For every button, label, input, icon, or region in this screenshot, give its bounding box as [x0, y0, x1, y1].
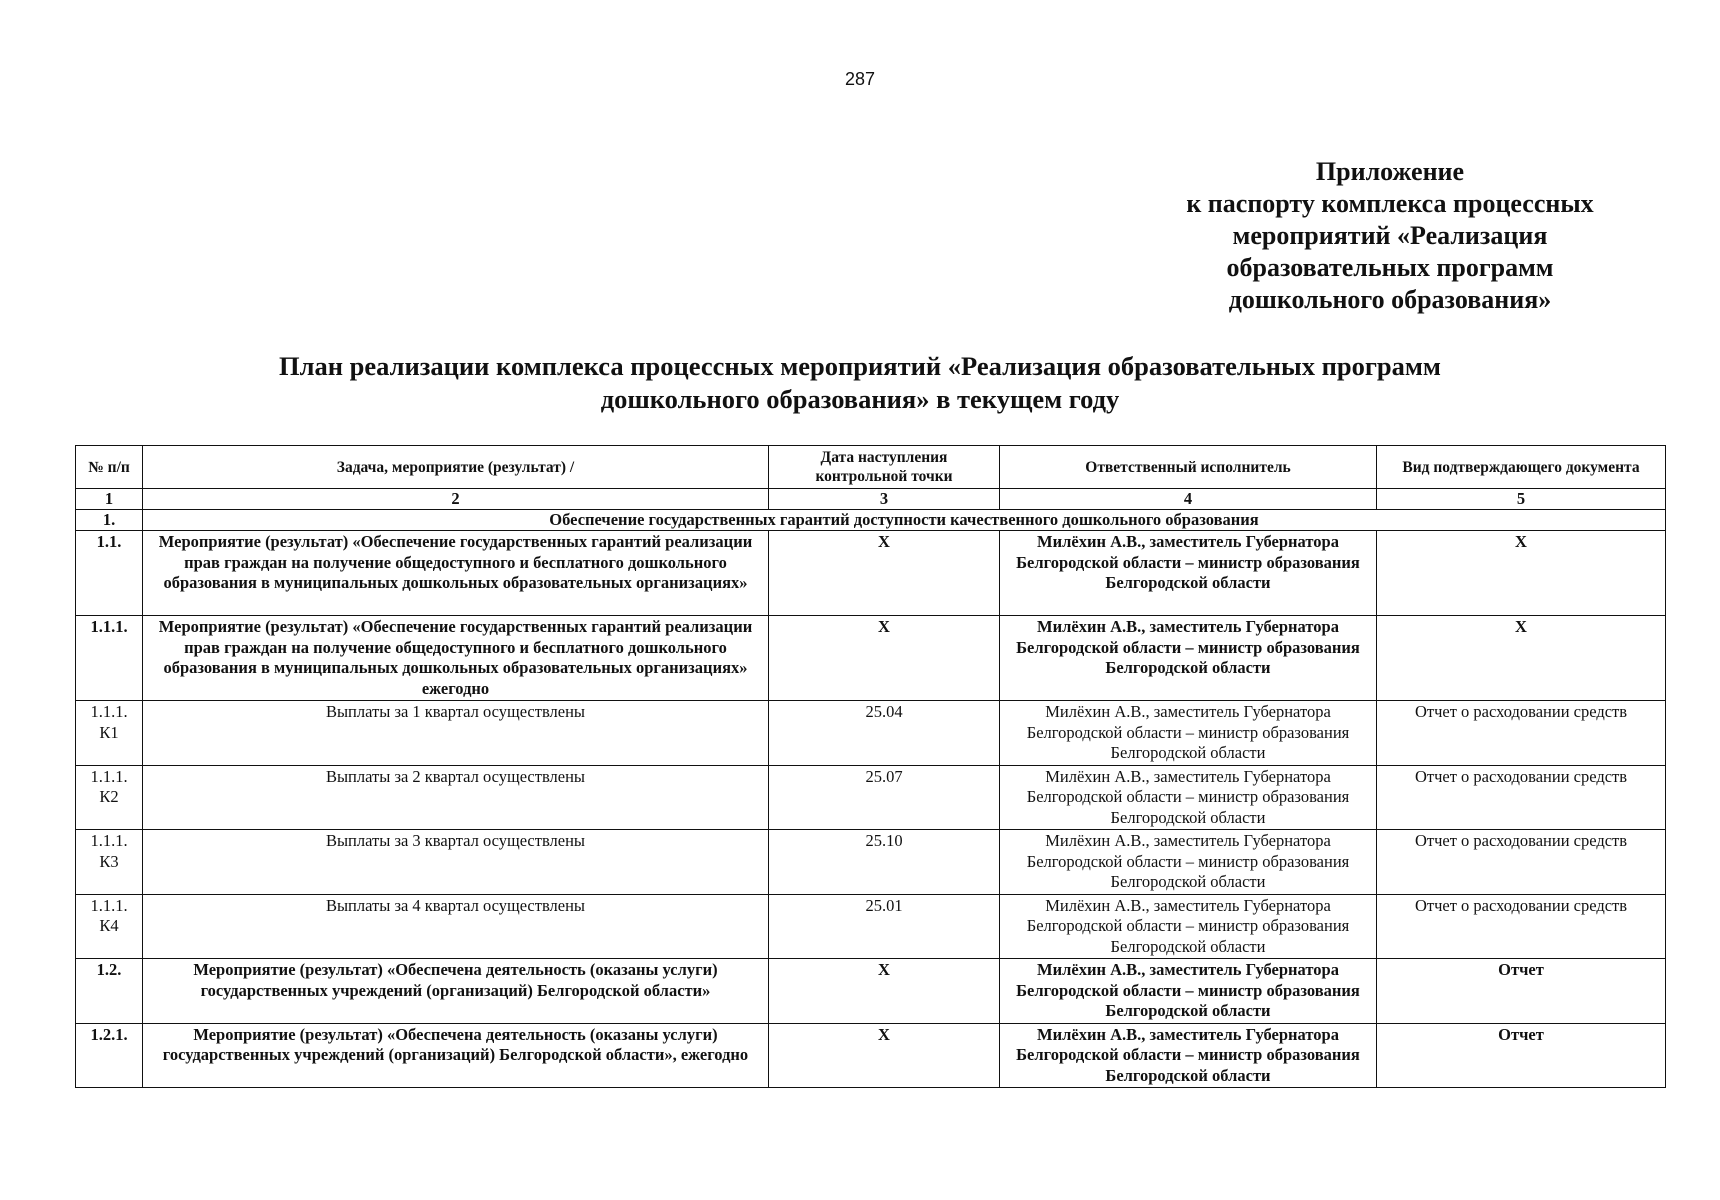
cell-date: 25.01 [769, 894, 1000, 959]
cell-document: X [1377, 616, 1666, 701]
cell-num: 1.1.1. К3 [76, 830, 143, 895]
header-responsible: Ответственный исполнитель [1000, 446, 1377, 489]
table-row [76, 894, 1666, 959]
cell-date: 25.04 [769, 701, 1000, 766]
cell-task: Мероприятие (результат) «Обеспечена деятельность (оказаны услуги) государственных учреждений (организаций) Белгородской области» [143, 959, 769, 1024]
cell-task: Мероприятие (результат) «Обеспечена деятельность (оказаны услуги) государственных учреждений (организаций) Белгородской области», ежегодно [143, 1023, 769, 1088]
header-document: Вид подтверждающего документа [1377, 446, 1666, 489]
table-row [76, 765, 1666, 830]
cell-task: Выплаты за 4 квартал осуществлены [143, 894, 769, 959]
appendix-line: к паспорту комплекса процессных [1186, 189, 1594, 218]
cell-responsible: Милёхин А.В., заместитель Губернатора Белгородской области – министр образования Белгородской области [1000, 959, 1377, 1024]
cell-task: Выплаты за 3 квартал осуществлены [143, 830, 769, 895]
cell-responsible: Милёхин А.В., заместитель Губернатора Белгородской области – министр образования Белгородской области [1000, 531, 1377, 616]
cell-document: Отчет о расходовании средств [1377, 830, 1666, 895]
cell-date: X [769, 531, 1000, 616]
cell-responsible: Милёхин А.В., заместитель Губернатора Белгородской области – министр образования Белгородской области [1000, 830, 1377, 895]
column-number: 5 [1377, 489, 1666, 510]
column-number: 1 [76, 489, 143, 510]
header-date: Дата наступления контрольной точки [769, 446, 1000, 489]
appendix-caption [1140, 156, 1640, 316]
cell-num: 1.1. [76, 531, 143, 616]
cell-date: X [769, 1023, 1000, 1088]
cell-num: 1.2.1. [76, 1023, 143, 1088]
table-row [76, 701, 1666, 766]
cell-task: Выплаты за 2 квартал осуществлены [143, 765, 769, 830]
cell-document: Отчет о расходовании средств [1377, 894, 1666, 959]
task-title: Обеспечение государственных гарантий доступности качественного дошкольного образования [143, 510, 1666, 531]
cell-document: Отчет о расходовании средств [1377, 701, 1666, 766]
appendix-line: мероприятий «Реализация [1232, 221, 1548, 250]
cell-document: Отчет [1377, 1023, 1666, 1088]
cell-task: Выплаты за 1 квартал осуществлены [143, 701, 769, 766]
page-number: 287 [844, 69, 876, 89]
table-row [76, 616, 1666, 701]
table-row [76, 531, 1666, 616]
task-row [76, 510, 1666, 531]
plan-title [0, 350, 1720, 416]
cell-responsible: Милёхин А.В., заместитель Губернатора Белгородской области – министр образования Белгородской области [1000, 701, 1377, 766]
cell-num: 1.2. [76, 959, 143, 1024]
column-number: 3 [769, 489, 1000, 510]
cell-document: Отчет [1377, 959, 1666, 1024]
plan-title-line: дошкольного образования» в текущем году [600, 384, 1120, 414]
cell-date: 25.07 [769, 765, 1000, 830]
cell-document: Отчет о расходовании средств [1377, 765, 1666, 830]
cell-responsible: Милёхин А.В., заместитель Губернатора Белгородской области – министр образования Белгородской области [1000, 894, 1377, 959]
cell-responsible: Милёхин А.В., заместитель Губернатора Белгородской области – министр образования Белгородской области [1000, 765, 1377, 830]
plan-title-line: План реализации комплекса процессных мероприятий «Реализация образовательных программ [278, 351, 1441, 381]
cell-responsible: Милёхин А.В., заместитель Губернатора Белгородской области – министр образования Белгородской области [1000, 616, 1377, 701]
header-num: № п/п [76, 446, 143, 489]
column-number-row [76, 489, 1666, 510]
table-header-row [76, 446, 1666, 489]
cell-num: 1.1.1. К2 [76, 765, 143, 830]
cell-task: Мероприятие (результат) «Обеспечение государственных гарантий реализации прав граждан на получение общедоступного и бесплатного дошкольного образования в муниципальных дошкольных образовательных организациях» [143, 531, 769, 616]
appendix-line: Приложение [1315, 157, 1465, 186]
column-number: 4 [1000, 489, 1377, 510]
cell-date: 25.10 [769, 830, 1000, 895]
header-task: Задача, мероприятие (результат) / [143, 446, 769, 489]
cell-num: 1.1.1. [76, 616, 143, 701]
appendix-line: дошкольного образования» [1228, 285, 1552, 314]
cell-date: X [769, 959, 1000, 1024]
cell-responsible: Милёхин А.В., заместитель Губернатора Белгородской области – министр образования Белгородской области [1000, 1023, 1377, 1088]
table-row [76, 1023, 1666, 1088]
plan-table [75, 445, 1666, 1088]
table-row [76, 830, 1666, 895]
cell-date: X [769, 616, 1000, 701]
table-row [76, 959, 1666, 1024]
column-number: 2 [143, 489, 769, 510]
cell-num: 1.1.1. К1 [76, 701, 143, 766]
appendix-line: образовательных программ [1226, 253, 1554, 282]
cell-task: Мероприятие (результат) «Обеспечение государственных гарантий реализации прав граждан на получение общедоступного и бесплатного дошкольного образования в муниципальных дошкольных образовательных организациях» ежегодно [143, 616, 769, 701]
task-num: 1. [76, 510, 143, 531]
cell-document: X [1377, 531, 1666, 616]
cell-num: 1.1.1. К4 [76, 894, 143, 959]
